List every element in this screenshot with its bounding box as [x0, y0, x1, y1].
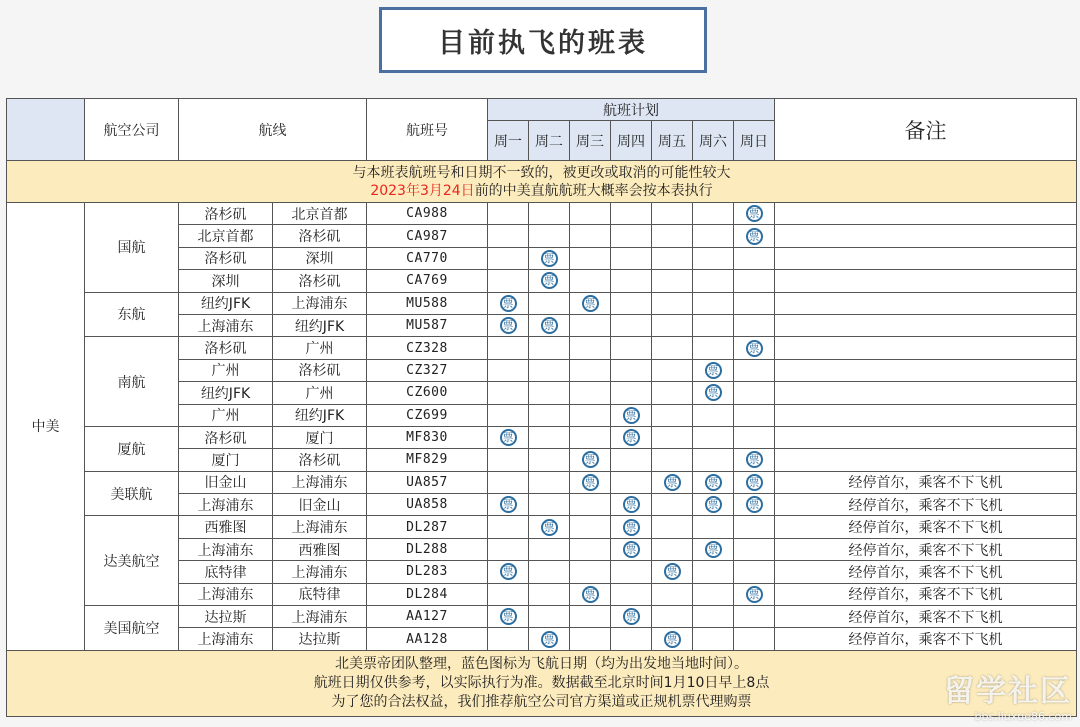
ticket-icon — [705, 541, 722, 558]
day-cell — [734, 359, 775, 381]
route-from: 上海浦东 — [179, 538, 273, 560]
route-to: 纽约JFK — [273, 314, 367, 336]
day-cell — [529, 538, 570, 560]
remark-cell: 经停首尔，乘客不下飞机 — [775, 583, 1077, 605]
day-cell — [734, 538, 775, 560]
route-from: 纽约JFK — [179, 292, 273, 314]
route-to: 上海浦东 — [273, 292, 367, 314]
day-cell — [693, 516, 734, 538]
footer-line-3: 为了您的合法权益，我们推荐航空公司官方渠道或正规机票代理购票 — [331, 693, 752, 710]
day-cell — [488, 583, 529, 605]
route-to: 上海浦东 — [273, 471, 367, 493]
ticket-icon — [500, 563, 517, 580]
day-cell — [734, 606, 775, 628]
day-cell — [734, 449, 775, 471]
day-cell — [488, 449, 529, 471]
flight-code: DL288 — [367, 538, 488, 560]
airline-cell: 国航 — [85, 203, 179, 293]
route-to: 上海浦东 — [273, 561, 367, 583]
day-cell — [652, 538, 693, 560]
day-cell — [529, 314, 570, 336]
day-cell — [488, 292, 529, 314]
day-cell — [529, 516, 570, 538]
header-airline: 航空公司 — [85, 99, 179, 161]
day-cell — [611, 203, 652, 225]
route-to: 洛杉矶 — [273, 270, 367, 292]
day-cell — [693, 561, 734, 583]
remark-cell — [775, 247, 1077, 269]
route-to: 洛杉矶 — [273, 449, 367, 471]
airline-cell: 达美航空 — [85, 516, 179, 606]
day-cell — [652, 314, 693, 336]
flight-schedule-table — [6, 98, 1077, 717]
table-row — [7, 337, 1077, 359]
route-from: 深圳 — [179, 270, 273, 292]
watermark-logo: 留学社区 — [944, 674, 1072, 709]
day-cell — [734, 292, 775, 314]
flight-code: AA127 — [367, 606, 488, 628]
day-cell — [611, 292, 652, 314]
remark-cell — [775, 359, 1077, 381]
day-cell — [529, 247, 570, 269]
day-cell — [693, 270, 734, 292]
day-cell — [488, 426, 529, 448]
footer-row — [7, 650, 1077, 716]
day-cell — [488, 203, 529, 225]
remark-cell — [775, 270, 1077, 292]
ticket-icon — [541, 272, 558, 289]
route-from: 厦门 — [179, 449, 273, 471]
route-to: 上海浦东 — [273, 516, 367, 538]
day-cell — [693, 583, 734, 605]
day-cell — [611, 494, 652, 516]
route-from: 洛杉矶 — [179, 247, 273, 269]
day-cell — [488, 471, 529, 493]
day-cell — [734, 561, 775, 583]
watermark — [944, 666, 1072, 723]
day-cell — [652, 225, 693, 247]
ticket-icon — [582, 586, 599, 603]
day-cell — [529, 561, 570, 583]
table-row — [7, 203, 1077, 225]
day-cell — [652, 494, 693, 516]
airline-cell: 厦航 — [85, 426, 179, 471]
day-cell — [734, 583, 775, 605]
day-cell — [529, 382, 570, 404]
day-cell — [693, 314, 734, 336]
notice-date: 2023年3月24日 — [370, 182, 475, 199]
table-row — [7, 516, 1077, 538]
header-day: 周一 — [488, 121, 529, 161]
route-from: 广州 — [179, 404, 273, 426]
route-to: 西雅图 — [273, 538, 367, 560]
day-cell — [611, 382, 652, 404]
ticket-icon — [500, 295, 517, 312]
header-day: 周二 — [529, 121, 570, 161]
day-cell — [693, 426, 734, 448]
header-day: 周三 — [570, 121, 611, 161]
route-to: 深圳 — [273, 247, 367, 269]
flight-code: MF829 — [367, 449, 488, 471]
day-cell — [529, 583, 570, 605]
ticket-icon — [623, 519, 640, 536]
day-cell — [652, 583, 693, 605]
day-cell — [529, 494, 570, 516]
day-cell — [734, 426, 775, 448]
day-cell — [488, 225, 529, 247]
route-from: 纽约JFK — [179, 382, 273, 404]
day-cell — [529, 628, 570, 650]
day-cell — [570, 337, 611, 359]
day-cell — [529, 471, 570, 493]
day-cell — [734, 516, 775, 538]
day-cell — [529, 270, 570, 292]
day-cell — [734, 247, 775, 269]
table-row — [7, 471, 1077, 493]
header-flight-no: 航班号 — [367, 99, 488, 161]
table-row — [7, 606, 1077, 628]
remark-cell: 经停首尔，乘客不下飞机 — [775, 561, 1077, 583]
flight-code: CZ600 — [367, 382, 488, 404]
ticket-icon — [582, 295, 599, 312]
remark-cell: 经停首尔，乘客不下飞机 — [775, 606, 1077, 628]
day-cell — [693, 494, 734, 516]
ticket-icon — [746, 340, 763, 357]
day-cell — [693, 628, 734, 650]
day-cell — [488, 628, 529, 650]
ticket-icon — [500, 317, 517, 334]
route-from: 西雅图 — [179, 516, 273, 538]
day-cell — [652, 404, 693, 426]
day-cell — [693, 404, 734, 426]
route-from: 洛杉矶 — [179, 426, 273, 448]
notice-line-2-rest: 前的中美直航航班大概率会按本表执行 — [474, 182, 713, 199]
day-cell — [570, 494, 611, 516]
day-cell — [652, 449, 693, 471]
ticket-icon — [705, 496, 722, 513]
day-cell — [570, 516, 611, 538]
day-cell — [488, 270, 529, 292]
ticket-icon — [623, 608, 640, 625]
airline-cell: 南航 — [85, 337, 179, 427]
route-from: 上海浦东 — [179, 583, 273, 605]
route-from: 底特律 — [179, 561, 273, 583]
route-to: 洛杉矶 — [273, 225, 367, 247]
route-to: 纽约JFK — [273, 404, 367, 426]
day-cell — [652, 561, 693, 583]
notice-line-2 — [7, 182, 1076, 200]
day-cell — [529, 606, 570, 628]
day-cell — [570, 314, 611, 336]
day-cell — [570, 471, 611, 493]
remark-cell: 经停首尔，乘客不下飞机 — [775, 494, 1077, 516]
table-row — [7, 426, 1077, 448]
day-cell — [529, 225, 570, 247]
day-cell — [734, 471, 775, 493]
route-from: 洛杉矶 — [179, 337, 273, 359]
flight-code: CA987 — [367, 225, 488, 247]
day-cell — [652, 292, 693, 314]
flight-code: CA770 — [367, 247, 488, 269]
day-cell — [734, 225, 775, 247]
day-cell — [611, 426, 652, 448]
remark-cell — [775, 449, 1077, 471]
day-cell — [570, 538, 611, 560]
day-cell — [693, 337, 734, 359]
airline-cell: 东航 — [85, 292, 179, 337]
day-cell — [693, 203, 734, 225]
day-cell — [693, 292, 734, 314]
header-day: 周四 — [611, 121, 652, 161]
remark-cell: 经停首尔，乘客不下飞机 — [775, 516, 1077, 538]
ticket-icon — [541, 519, 558, 536]
day-cell — [488, 516, 529, 538]
route-to: 广州 — [273, 382, 367, 404]
flight-code: AA128 — [367, 628, 488, 650]
ticket-icon — [541, 317, 558, 334]
day-cell — [488, 538, 529, 560]
day-cell — [529, 404, 570, 426]
day-cell — [734, 628, 775, 650]
remark-cell: 经停首尔，乘客不下飞机 — [775, 471, 1077, 493]
table-row — [7, 292, 1077, 314]
flight-code: DL287 — [367, 516, 488, 538]
day-cell — [611, 516, 652, 538]
route-from: 广州 — [179, 359, 273, 381]
ticket-icon — [664, 631, 681, 648]
day-cell — [652, 426, 693, 448]
day-cell — [488, 314, 529, 336]
day-cell — [611, 606, 652, 628]
flight-code: DL283 — [367, 561, 488, 583]
day-cell — [652, 471, 693, 493]
airline-cell: 美联航 — [85, 471, 179, 516]
day-cell — [570, 359, 611, 381]
day-cell — [529, 359, 570, 381]
day-cell — [570, 270, 611, 292]
day-cell — [652, 337, 693, 359]
route-from: 北京首都 — [179, 225, 273, 247]
day-cell — [611, 270, 652, 292]
ticket-icon — [623, 429, 640, 446]
day-cell — [488, 359, 529, 381]
day-cell — [693, 359, 734, 381]
flight-code: CZ699 — [367, 404, 488, 426]
day-cell — [611, 314, 652, 336]
day-cell — [570, 628, 611, 650]
remark-cell — [775, 314, 1077, 336]
watermark-url: bbs.liuxue86.com — [974, 710, 1072, 723]
route-to: 底特律 — [273, 583, 367, 605]
ticket-icon — [623, 496, 640, 513]
ticket-icon — [500, 608, 517, 625]
day-cell — [488, 494, 529, 516]
remark-cell — [775, 225, 1077, 247]
day-cell — [734, 494, 775, 516]
route-to: 北京首都 — [273, 203, 367, 225]
route-from: 旧金山 — [179, 471, 273, 493]
footer-line-2: 航班日期仅供参考，以实际执行为准。数据截至北京时间1月10日早上8点 — [313, 674, 770, 691]
ticket-icon — [705, 362, 722, 379]
day-cell — [570, 292, 611, 314]
ticket-icon — [664, 563, 681, 580]
ticket-icon — [500, 496, 517, 513]
day-cell — [693, 606, 734, 628]
flight-code: CA769 — [367, 270, 488, 292]
day-cell — [734, 382, 775, 404]
flight-code: DL284 — [367, 583, 488, 605]
day-cell — [611, 359, 652, 381]
day-cell — [611, 471, 652, 493]
ticket-icon — [705, 474, 722, 491]
header-day: 周五 — [652, 121, 693, 161]
day-cell — [570, 404, 611, 426]
footer-note — [7, 650, 1077, 716]
day-cell — [611, 404, 652, 426]
flight-code: MU588 — [367, 292, 488, 314]
header-corner-cell — [7, 99, 85, 161]
day-cell — [570, 247, 611, 269]
day-cell — [652, 628, 693, 650]
day-cell — [570, 449, 611, 471]
day-cell — [488, 247, 529, 269]
header-route: 航线 — [179, 99, 367, 161]
day-cell — [693, 538, 734, 560]
day-cell — [734, 270, 775, 292]
route-to: 厦门 — [273, 426, 367, 448]
ticket-icon — [746, 228, 763, 245]
day-cell — [611, 561, 652, 583]
day-cell — [611, 449, 652, 471]
day-cell — [652, 270, 693, 292]
day-cell — [488, 561, 529, 583]
ticket-icon — [582, 474, 599, 491]
day-cell — [652, 359, 693, 381]
day-cell — [529, 292, 570, 314]
notice-banner — [7, 161, 1077, 203]
route-to: 广州 — [273, 337, 367, 359]
footer-line-1: 北美票帝团队整理，蓝色图标为飞航日期（均为出发地当地时间）。 — [335, 655, 748, 672]
header-day: 周六 — [693, 121, 734, 161]
remark-cell — [775, 426, 1077, 448]
ticket-icon — [664, 474, 681, 491]
header-remark: 备注 — [775, 99, 1077, 161]
header-flight-plan: 航班计划 — [488, 99, 775, 121]
day-cell — [611, 628, 652, 650]
day-cell — [652, 516, 693, 538]
day-cell — [611, 538, 652, 560]
remark-cell — [775, 203, 1077, 225]
day-cell — [570, 225, 611, 247]
ticket-icon — [541, 631, 558, 648]
day-cell — [734, 404, 775, 426]
day-cell — [611, 225, 652, 247]
day-cell — [693, 471, 734, 493]
day-cell — [488, 606, 529, 628]
remark-cell — [775, 292, 1077, 314]
flight-code: MU587 — [367, 314, 488, 336]
ticket-icon — [746, 474, 763, 491]
flight-code: MF830 — [367, 426, 488, 448]
ticket-icon — [582, 451, 599, 468]
route-from: 上海浦东 — [179, 628, 273, 650]
remark-cell — [775, 382, 1077, 404]
route-to: 上海浦东 — [273, 606, 367, 628]
route-to: 洛杉矶 — [273, 359, 367, 381]
day-cell — [652, 606, 693, 628]
day-cell — [611, 247, 652, 269]
day-cell — [570, 382, 611, 404]
region-cell: 中美 — [7, 203, 85, 651]
day-cell — [652, 382, 693, 404]
remark-cell — [775, 404, 1077, 426]
route-to: 旧金山 — [273, 494, 367, 516]
remark-cell: 经停首尔，乘客不下飞机 — [775, 628, 1077, 650]
day-cell — [611, 583, 652, 605]
day-cell — [693, 225, 734, 247]
flight-code: CA988 — [367, 203, 488, 225]
ticket-icon — [705, 384, 722, 401]
flight-code: UA858 — [367, 494, 488, 516]
day-cell — [488, 337, 529, 359]
ticket-icon — [500, 429, 517, 446]
ticket-icon — [746, 205, 763, 222]
ticket-icon — [541, 250, 558, 267]
route-to: 达拉斯 — [273, 628, 367, 650]
route-from: 上海浦东 — [179, 494, 273, 516]
flight-code: CZ327 — [367, 359, 488, 381]
day-cell — [488, 382, 529, 404]
route-from: 上海浦东 — [179, 314, 273, 336]
day-cell — [570, 426, 611, 448]
day-cell — [693, 449, 734, 471]
ticket-icon — [746, 496, 763, 513]
route-from: 洛杉矶 — [179, 203, 273, 225]
flight-code: UA857 — [367, 471, 488, 493]
ticket-icon — [746, 586, 763, 603]
day-cell — [570, 203, 611, 225]
day-cell — [652, 203, 693, 225]
day-cell — [529, 203, 570, 225]
ticket-icon — [623, 541, 640, 558]
day-cell — [488, 404, 529, 426]
airline-cell: 美国航空 — [85, 606, 179, 651]
day-cell — [529, 337, 570, 359]
ticket-icon — [746, 451, 763, 468]
day-cell — [734, 203, 775, 225]
header-day: 周日 — [734, 121, 775, 161]
notice-line-1: 与本班表航班号和日期不一致的，被更改或取消的可能性较大 — [352, 164, 731, 181]
remark-cell: 经停首尔，乘客不下飞机 — [775, 538, 1077, 560]
day-cell — [529, 449, 570, 471]
flight-code: CZ328 — [367, 337, 488, 359]
day-cell — [570, 606, 611, 628]
route-from: 达拉斯 — [179, 606, 273, 628]
day-cell — [529, 426, 570, 448]
day-cell — [570, 561, 611, 583]
day-cell — [734, 337, 775, 359]
day-cell — [693, 382, 734, 404]
day-cell — [693, 247, 734, 269]
day-cell — [652, 247, 693, 269]
ticket-icon — [623, 407, 640, 424]
day-cell — [570, 583, 611, 605]
day-cell — [611, 337, 652, 359]
page-title: 目前执飞的班表 — [379, 7, 707, 73]
day-cell — [734, 314, 775, 336]
remark-cell — [775, 337, 1077, 359]
